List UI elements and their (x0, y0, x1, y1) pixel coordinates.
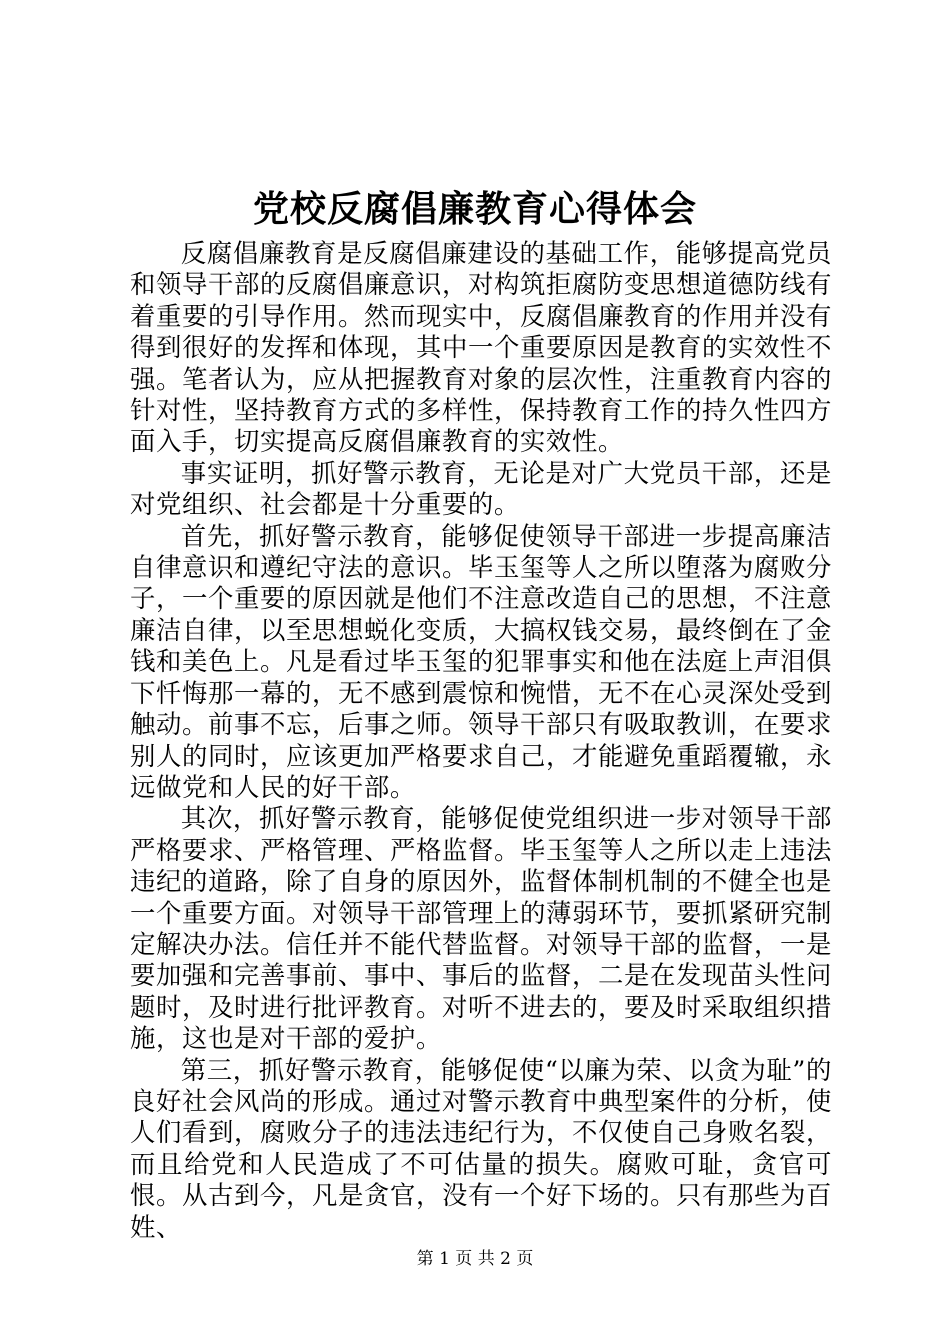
document-body (130, 238, 832, 1243)
paragraph-fact: 事实证明，抓好警示教育，无论是对广大党员干部，还是对党组织、社会都是十分重要的。 (130, 457, 832, 520)
paragraph-second: 其次，抓好警示教育，能够促使党组织进一步对领导干部严格要求、严格管理、严格监督。毕玉玺等人之所以走上违法违纪的道路，除了自身的原因外，监督体制机制的不健全也是一个重要方面。对领导干部管理上的薄弱环节，要抓紧研究制定解决办法。信任并不能代替监督。对领导干部的监督，一是要加强和完善事前、事中、事后的监督，二是在发现苗头性问题时，及时进行批评教育。对听不进去的，要及时采取组织措施，这也是对干部的爱护。 (130, 803, 832, 1054)
paragraph-first: 首先，抓好警示教育，能够促使领导干部进一步提高廉洁自律意识和遵纪守法的意识。毕玉玺等人之所以堕落为腐败分子，一个重要的原因就是他们不注意改造自己的思想，不注意廉洁自律，以至思想蜕化变质，大搞权钱交易，最终倒在了金钱和美色上。凡是看过毕玉玺的犯罪事实和他在法庭上声泪俱下忏悔那一幕的，无不感到震惊和惋惜，无不在心灵深处受到触动。前事不忘，后事之师。领导干部只有吸取教训，在要求别人的同时，应该更加严格要求自己，才能避免重蹈覆辙，永远做党和人民的好干部。 (130, 520, 832, 802)
paragraph-intro: 反腐倡廉教育是反腐倡廉建设的基础工作，能够提高党员和领导干部的反腐倡廉意识，对构筑拒腐防变思想道德防线有着重要的引导作用。然而现实中，反腐倡廉教育的作用并没有得到很好的发挥和体现，其中一个重要原因是教育的实效性不强。笔者认为，应从把握教育对象的层次性，注重教育内容的针对性，坚持教育方式的多样性，保持教育工作的持久性四方面入手，切实提高反腐倡廉教育的实效性。 (130, 238, 832, 457)
paragraph-third: 第三，抓好警示教育，能够促使“以廉为荣、以贪为耻”的良好社会风尚的形成。通过对警示教育中典型案件的分析，使人们看到，腐败分子的违法违纪行为，不仅使自己身败名裂，而且给党和人民造成了不可估量的损失。腐败可耻，贪官可恨。从古到今，凡是贪官，没有一个好下场的。只有那些为百姓、 (130, 1054, 832, 1242)
page-footer: 第 1 页 共 2 页 (416, 1249, 534, 1269)
document-title: 党校反腐倡廉教育心得体会 (252, 188, 697, 230)
